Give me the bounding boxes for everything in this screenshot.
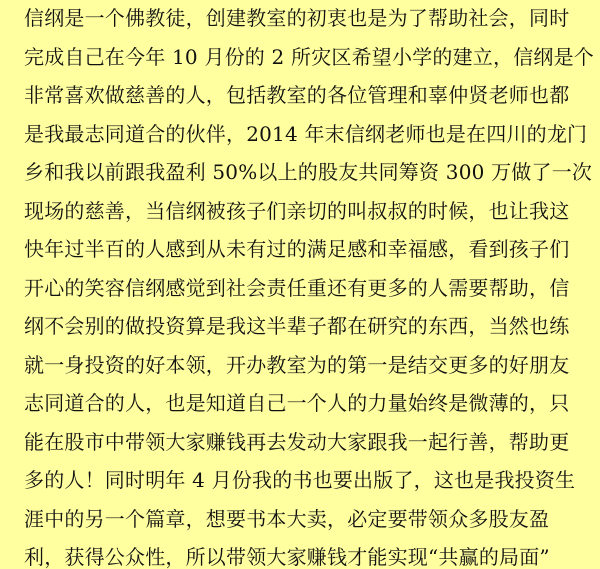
article-body [24,0,595,569]
text-line: 开心的笑容信纲感觉到社会责任重还有更多的人需要帮助，信 [24,275,570,300]
text-line: 信纲是一个佛教徒，创建教室的初衷也是为了帮助社会，同时 [24,6,570,30]
text-line: 是我最志同道合的伙伴，2014 年末信纲老师也是在四川的龙门 [24,121,588,146]
text-line: 能在股市中带领大家赚钱再去发动大家跟我一起行善，帮助更 [24,429,570,454]
text-line: 快年过半百的人感到从未有过的满足感和幸福感，看到孩子们 [24,237,570,261]
text-line: 志同道合的人，也是知道自己一个人的力量始终是微薄的，只 [24,391,570,415]
text-line: 就一身投资的好本领，开办教室为的第一是结交更多的好朋友 [24,352,570,377]
text-line: 完成自己在今年 10 月份的 2 所灾区希望小学的建立，信纲是个 [24,44,595,69]
text-line: 现场的慈善，当信纲被孩子们亲切的叫叔叔的时候，也让我这 [24,198,570,223]
text-line: 乡和我以前跟我盈利 50%以上的股友共同筹资 300 万做了一次 [24,160,593,184]
text-line: 多的人！同时明年 4 月份我的书也要出版了，这也是我投资生 [24,468,576,492]
text-line: 纲不会别的做投资算是我这半辈子都在研究的东西，当然也练 [24,314,570,338]
text-line: 涯中的另一个篇章，想要书本大卖，必定要带领众多股友盈 [24,506,550,531]
text-line: 利，获得公众性，所以带领大家赚钱才能实现“共赢的局面” [24,545,550,569]
text-line: 非常喜欢做慈善的人，包括教室的各位管理和辜仲贤老师也都 [24,83,570,107]
